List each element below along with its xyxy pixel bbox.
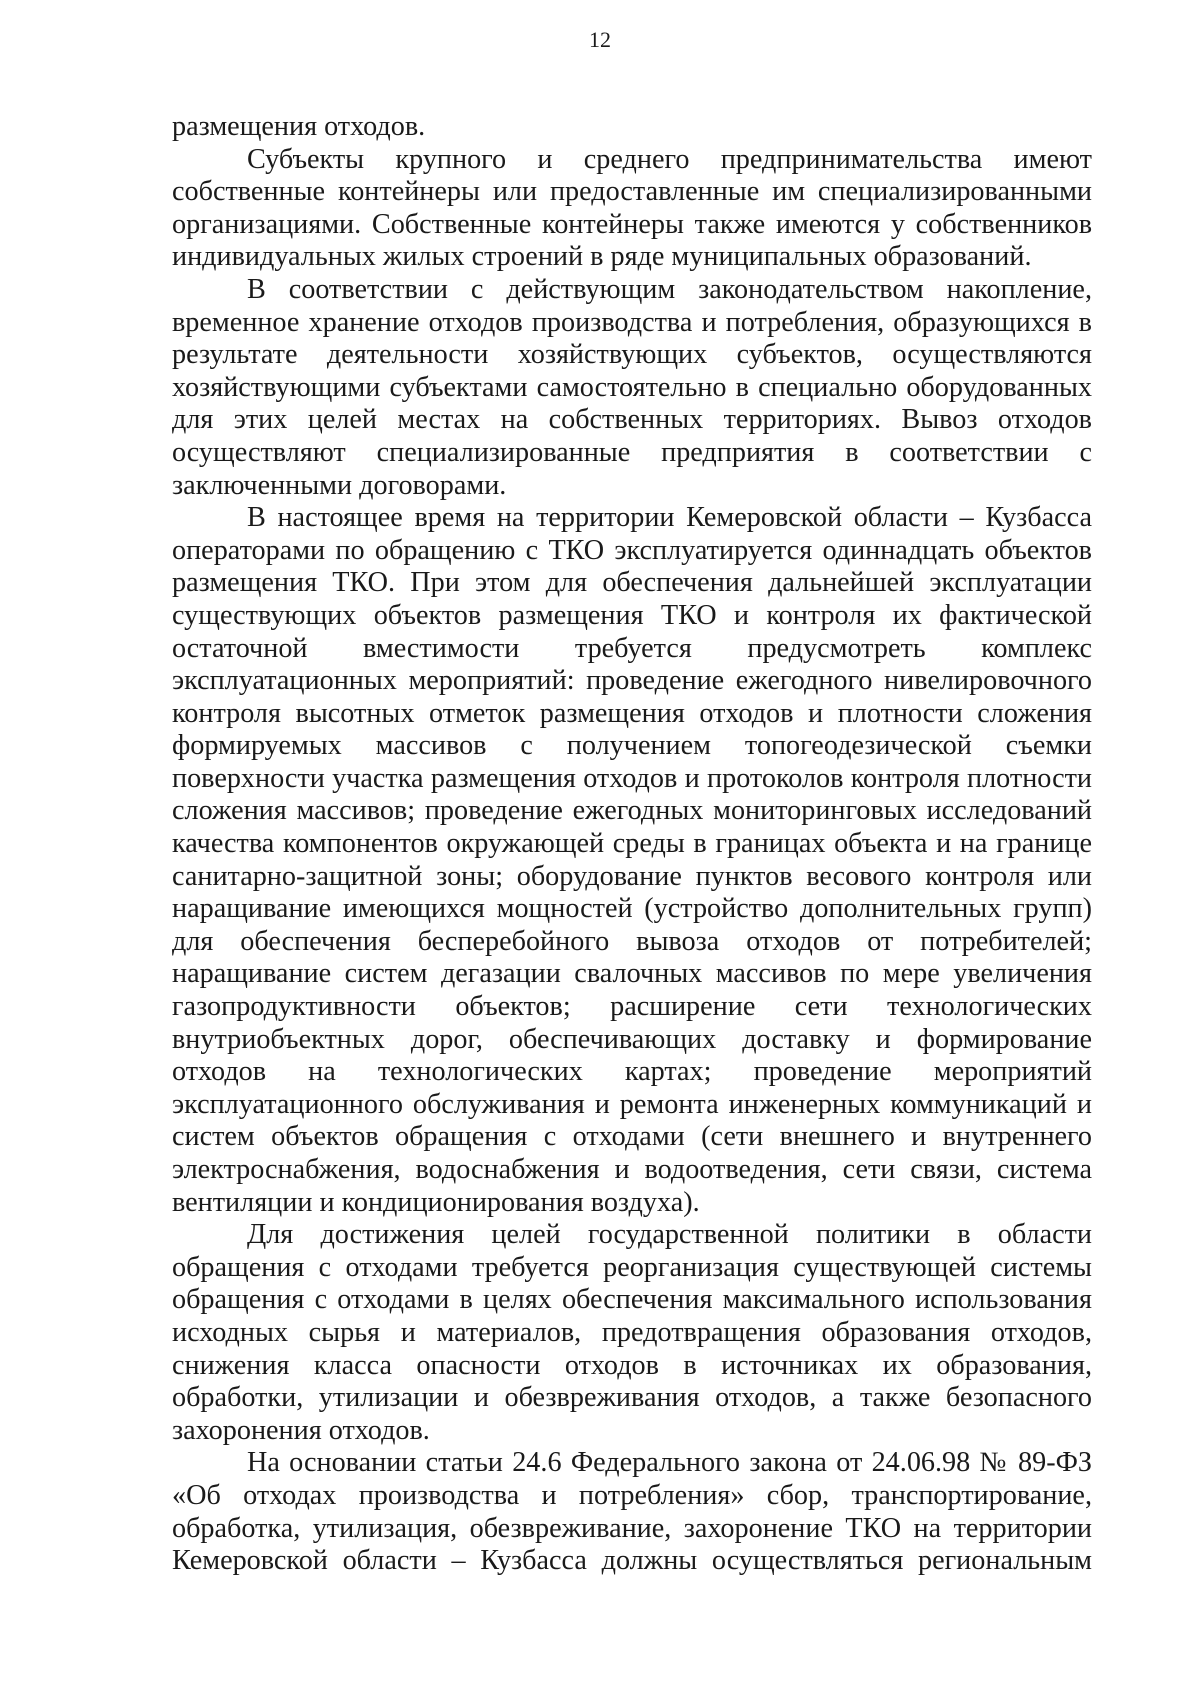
paragraph-continuation: размещения отходов. [172, 111, 426, 142]
paragraph-policy-goals: Для достижения целей государственной политики в области обращения с отходами требуется реорганизация существующей системы обращения с отходами в целях обеспечения максимального использования исходных сырья и материалов, предотвращения образования отходов, снижения класса опасности отходов в источниках их образования, обработки, утилизации и обезвреживания отходов, а также безопасного захоронения отходов. [172, 1219, 1092, 1446]
paragraph-federal-law: На основании статьи 24.6 Федерального закона от 24.06.98 № 89-ФЗ «Об отходах производства и потребления» сбор, транспортирование, обработка, утилизация, обезвреживание, захоронение ТКО на территории Кемеровской области – Кузбасса должны осуществляться региональным [172, 1447, 1092, 1577]
page-number: 12 [589, 27, 611, 52]
paragraph-msw-facilities: В настоящее время на территории Кемеровской области – Кузбасса операторами по обращению с ТКО эксплуатируется одиннадцать объектов размещения ТКО. При этом для обеспечения дальнейшей эксплуатации существующих объектов размещения ТКО и контроля их фактической остаточной вместимости требуется предусмотреть комплекс эксплуатационных мероприятий: проведение ежегодного нивелировочного контроля высотных отметок размещения отходов и плотности сложения формируемых массивов с получением топогеодезической съемки поверхности участка размещения отходов и протоколов контроля плотности сложения массивов; проведение ежегодных мониторинговых исследований качества компонентов окружающей среды в границах объекта и на границе санитарно-защитной зоны; оборудование пунктов весового контроля или наращивание имеющихся мощностей (устройство дополнительных групп) для обеспечения бесперебойного вывоза отходов от потребителей; наращивание систем дегазации свалочных массивов по мере увеличения газопродуктивности объектов; расширение сети технологических внутриобъектных дорог, обеспечивающих доставку и формирование отходов на технологических картах; проведение мероприятий эксплуатационного обслуживания и ремонта инженерных коммуникаций и систем объектов обращения с отходами (сети внешнего и внутреннего электроснабжения, водоснабжения и водоотведения, сети связи, система вентиляции и кондиционирования воздуха). [172, 502, 1092, 1218]
document-body [172, 111, 1092, 1578]
paragraph-legislation-storage: В соответствии с действующим законодательством накопление, временное хранение отходов производства и потребления, образующихся в результате деятельности хозяйствующих субъектов, осуществляются хозяйствующими субъектами самостоятельно в специально оборудованных для этих целей местах на собственных территориях. Вывоз отходов осуществляют специализированные предприятия в соответствии с заключенными договорами. [172, 273, 1092, 501]
paragraph-business-containers: Субъекты крупного и среднего предпринимательства имеют собственные контейнеры или предоставленные им специализированными организациями. Собственные контейнеры также имеются у собственников индивидуальных жилых строений в ряде муниципальных образований. [172, 143, 1092, 273]
